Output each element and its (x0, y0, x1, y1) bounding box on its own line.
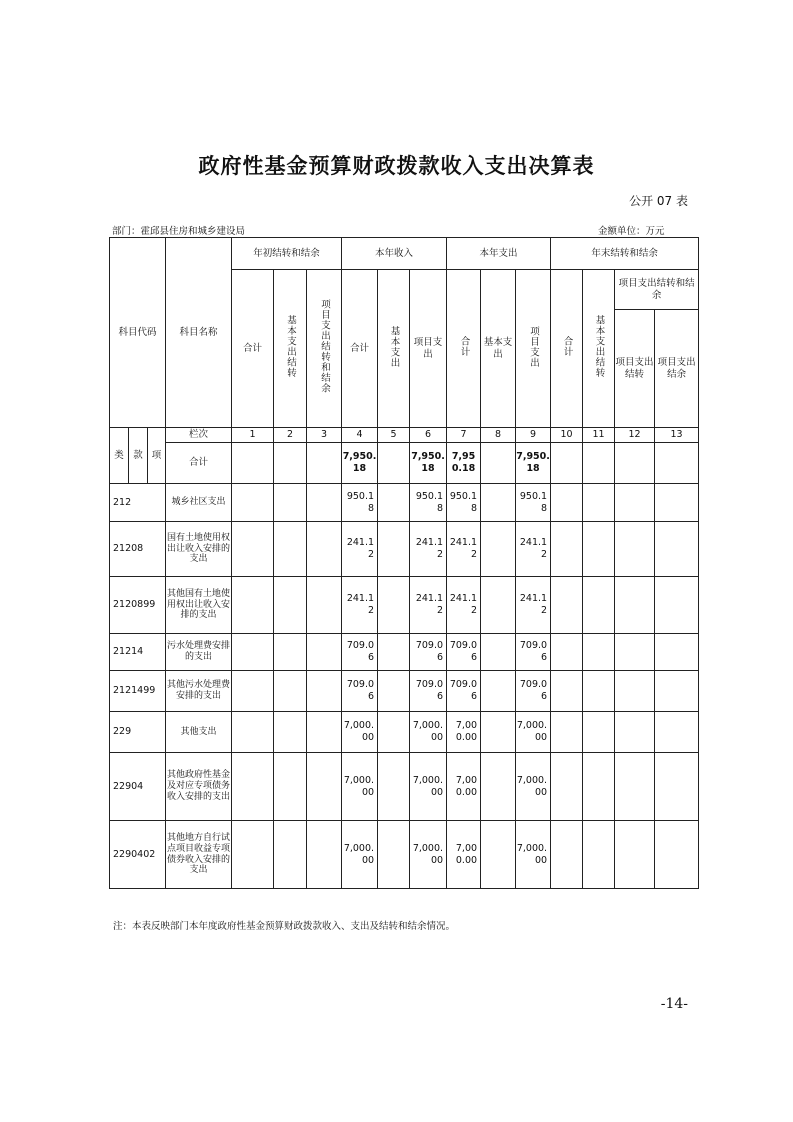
row-value-col6: 709.06 (415, 679, 444, 702)
row-value-col9: 7,000.00 (516, 720, 548, 743)
row-value-col4: 7,000.00 (343, 720, 375, 743)
row-code: 2120899 (113, 599, 156, 611)
total-row-label: 合计 (166, 443, 232, 484)
unit-label: 金额单位：万元 (598, 226, 665, 237)
row-value-col6: 7,000.00 (412, 774, 444, 798)
table-row (110, 671, 699, 712)
header-group-expense: 本年支出 (447, 238, 551, 270)
row-value-col7: 7,000.00 (455, 720, 478, 743)
row-name: 其他政府性基金及对应专项债务收入安排的支出 (167, 770, 231, 802)
row-value-col6: 7,000.00 (412, 720, 444, 743)
page-title: 政府性基金预算财政拨款收入支出决算表 (198, 153, 595, 178)
row-name: 其他地方自行试点项目收益专项债券收入安排的支出 (167, 832, 231, 876)
header-expense-basic: 基本支出 (483, 336, 513, 360)
row-code: 2290402 (113, 848, 156, 860)
row-value-col9: 7,000.00 (516, 842, 548, 866)
row-code: 229 (113, 726, 132, 738)
col-number: 8 (481, 428, 516, 443)
table-row (110, 522, 699, 577)
total-expense-project: 7,950.18 (516, 451, 550, 474)
table-row (110, 753, 699, 821)
row-value-col6: 950.18 (415, 490, 444, 514)
header-expense-project: 项目支出 (527, 325, 539, 368)
fund-table (109, 237, 699, 889)
header-end-basic-carry: 基本支出结转 (593, 315, 605, 379)
row-name: 其他国有土地使用权出让收入安排的支出 (167, 588, 231, 621)
row-value-col4: 241.12 (346, 593, 375, 616)
total-income-project: 7,950.18 (411, 451, 445, 474)
page-number: -14- (660, 996, 688, 1012)
header-kuan: 款 (129, 428, 148, 484)
row-value-col4: 709.06 (346, 640, 375, 663)
table-row (110, 821, 699, 889)
col-number: 4 (342, 428, 378, 443)
row-value-col4: 950.18 (346, 490, 375, 514)
header-group-begin: 年初结转和结余 (232, 238, 342, 270)
header-group-income: 本年收入 (342, 238, 447, 270)
row-value-col7: 241.12 (449, 593, 478, 616)
col-number: 5 (378, 428, 410, 443)
header-code: 科目代码 (110, 238, 166, 428)
row-value-col4: 709.06 (346, 679, 375, 702)
row-value-col9: 950.18 (519, 490, 548, 514)
header-income-total: 合计 (342, 270, 378, 428)
header-end-project-carry: 项目支出结转 (615, 356, 654, 380)
table-row (110, 712, 699, 753)
total-income: 7,950.18 (342, 451, 377, 474)
row-value-col9: 241.12 (519, 537, 548, 560)
row-value-col7: 7,000.00 (455, 842, 478, 866)
row-value-col6: 709.06 (415, 640, 444, 663)
header-lanci: 栏次 (166, 428, 232, 443)
row-value-col6: 7,000.00 (412, 842, 444, 866)
col-number: 9 (516, 428, 551, 443)
row-code: 21208 (113, 543, 144, 555)
row-value-col7: 241.12 (449, 537, 478, 560)
table-row (110, 634, 699, 671)
row-value-col7: 7,000.00 (455, 774, 478, 798)
col-number: 6 (410, 428, 447, 443)
row-value-col4: 7,000.00 (343, 842, 375, 866)
col-number: 10 (551, 428, 583, 443)
col-number: 1 (232, 428, 274, 443)
header-begin-total: 合计 (232, 270, 274, 428)
col-number: 13 (655, 428, 699, 443)
col-number: 7 (447, 428, 481, 443)
header-expense-total: 合计 (458, 336, 470, 358)
header-end-total: 合计 (561, 336, 573, 358)
row-value-col9: 709.06 (519, 679, 548, 702)
header-begin-basic-carry: 基本支出结转 (284, 315, 296, 379)
row-code: 212 (113, 496, 132, 508)
row-value-col7: 950.18 (449, 490, 478, 514)
header-income-basic: 基本支出 (388, 325, 400, 368)
header-xiang: 项 (148, 428, 166, 484)
footnote: 注：本表反映部门本年度政府性基金预算财政拨款收入、支出及结转和结余情况。 (113, 921, 456, 932)
header-group-end: 年末结转和结余 (551, 238, 699, 270)
header-lei: 类 (110, 428, 129, 484)
row-value-col4: 7,000.00 (343, 774, 375, 798)
table-number: 公开 07 表 (629, 194, 688, 208)
row-value-col4: 241.12 (346, 537, 375, 560)
row-name: 城乡社区支出 (171, 497, 226, 508)
row-value-col6: 241.12 (415, 593, 444, 616)
row-value-col9: 709.06 (519, 640, 548, 663)
table-row (110, 577, 699, 634)
col-number: 3 (307, 428, 342, 443)
col-number: 2 (274, 428, 307, 443)
row-code: 21214 (113, 646, 144, 658)
row-name: 其他污水处理费安排的支出 (167, 680, 231, 701)
table-row (110, 484, 699, 522)
department-label: 部门：霍邱县住房和城乡建设局 (112, 226, 246, 237)
row-name: 污水处理费安排的支出 (167, 641, 231, 662)
col-number: 11 (583, 428, 615, 443)
row-code: 22904 (113, 780, 144, 792)
header-end-project-carry-balance: 项目支出结转和结余 (618, 277, 695, 301)
row-name: 其他支出 (180, 726, 217, 737)
row-name: 国有土地使用权出让收入安排的支出 (167, 532, 231, 565)
header-income-project: 项目支出 (413, 336, 443, 360)
header-begin-project-carry: 项目支出结转和结余 (318, 299, 330, 394)
row-value-col6: 241.12 (415, 537, 444, 560)
header-name: 科目名称 (166, 238, 232, 428)
total-expense: 7,950.18 (451, 451, 476, 474)
row-value-col9: 241.12 (519, 593, 548, 616)
row-code: 2121499 (113, 685, 156, 697)
col-number: 12 (615, 428, 655, 443)
row-value-col9: 7,000.00 (516, 774, 548, 798)
row-value-col7: 709.06 (449, 640, 478, 663)
row-value-col7: 709.06 (449, 679, 478, 702)
header-end-project-balance: 项目支出结余 (657, 356, 696, 380)
